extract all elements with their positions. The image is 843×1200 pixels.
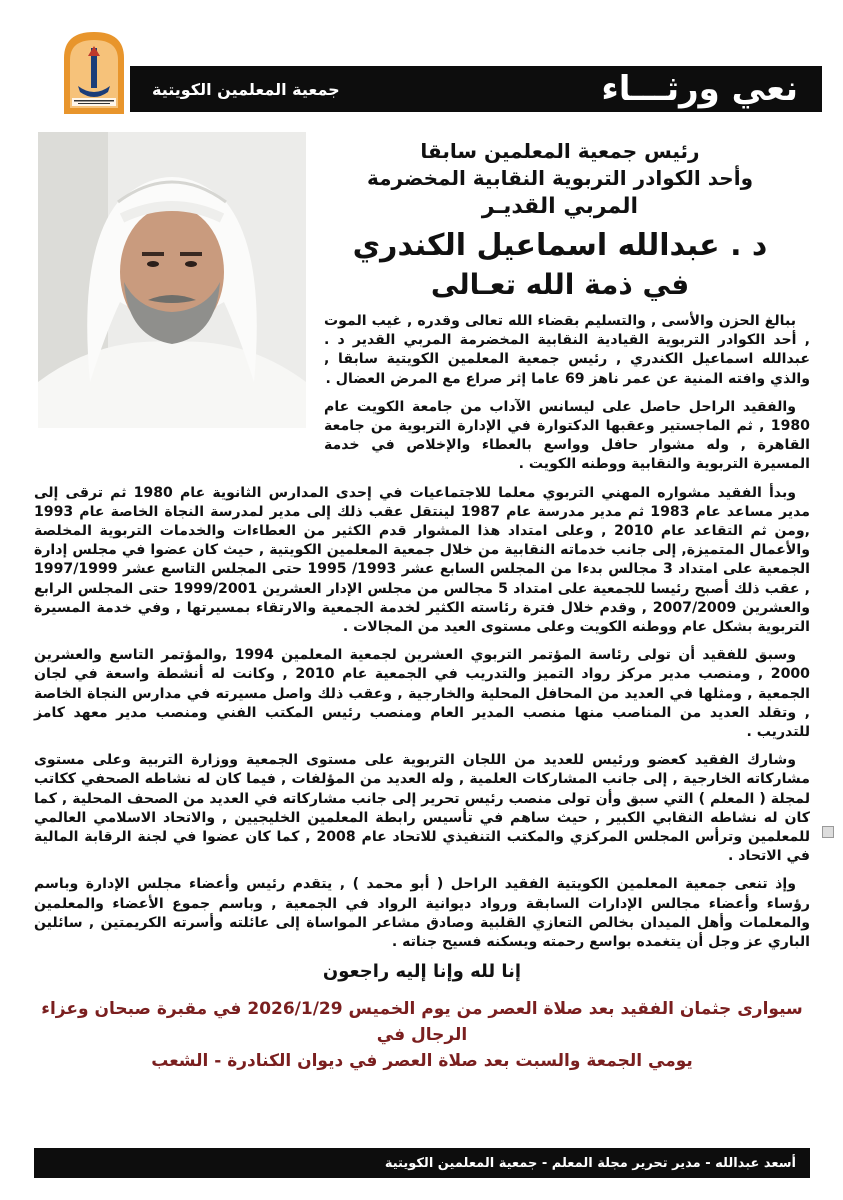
paragraph-announcement: ببالغ الحزن والأسى , والتسليم بقضاء الله تعالى وقدره , غيب الموت , أحد الكوادر التربوية القيادية النقابية المخضرمة المربي القدير د . عبدالله اسماعيل الكندري , رئيس جمعية المعلمين الكويتية سابقا , والذي وافته المنية عن عمر ناهز 69 عاما إثر صراع مع المرض العضال . [324,313,810,387]
society-name: جمعية المعلمين الكويتية [152,79,340,99]
paragraph-roles: وسبق للفقيد أن تولى رئاسة المؤتمر التربوي العشرين لجمعية المعلمين 1994 ,والمؤتمر التاسع والعشرين 2000 , ومنصب مدير مركز رواد التميز والتدريب في الجمعية عام 2010 , وكانت له أنشطة واسعة في لجان الجمعية , ومثلها في العديد من المحافل المحلية والخارجية , وعقب ذلك واصل مسيرته في مدارس النجاة الخاصة , وتقلد العديد من المناصب منها منصب المدير العام ومنصب رئيس المكتب الفني ومنصب مدير معهد كامز للتدريب . [34,647,810,741]
paragraph-condolences: وإذ تنعى جمعية المعلمين الكويتية الفقيد الراحل ( أبو محمد ) , يتقدم رئيس وأعضاء مجلس الإدارة وباسم رؤساء وأعضاء مجالس الإدارات السابقة ورواد ديوانية الرواد في الجمعية , وباسم جموع الأعضاء والمعلمين والمعلمات وأهل الميدان بخالص التعازي القلبية وصادق مشاعر المواساة إلى عائلته وأسرته الكريمتين , سائلين الباري عز وجل أن يتغمده بواسع رحمته ويسكنه فسيح جناته . [34,876,810,951]
footer-bar [34,1148,810,1178]
obituary-titles [318,138,802,304]
funeral-line-2: يومي الجمعة والسبت بعد صلاة العصر في ديوان الكنادرة - الشعب [151,1050,693,1071]
paragraph-career: وبدأ الفقيد مشواره المهني التربوي معلما للاجتماعيات في إحدى المدارس الثانوية عام 1980 ثم ترقى إلى مدير مساعد عام 1983 ثم مدير مدرسة عام 1987 لينتقل عقب ذلك إلى مدير لمدرسة النجاة الخاصة عام 1993 ,ومن ثم التقاعد عام 2010 , وعلى امتداد هذا المشوار قدم الكثير من العطاءات والخدمات التربوية المخلصة والأعمال المتميزة, إلى جانب خدماته النقابية من خلال جمعية المعلمين الكويتية , حيث كان عضوا في مجلس إدارة الجمعية على امتداد 3 مجالس بدءا من المجلس السابع عشر 1993/ 1995 حتى المجلس التاسع عشر 1997/1999 , عقب ذلك أصبح رئيسا للجمعية على امتداد 5 مجالس من مجلس الإدار العشرين 1999/2001 حتى المجلس الرابع والعشرين 2007/2009 , وقدم خلال فترة رئاسته الكثير لخدمة الجمعية والارتقاء بمسيرتها , وفي خدمة المسيرة التربوية بشكل عام ووطنه الكويت وعلى مستوى العيد من المجالات . [34,484,810,636]
deceased-name: د . عبدالله اسماعيل الكندري [352,227,768,263]
header-bar [130,66,822,112]
funeral-details [34,996,810,1074]
obituary-body [34,312,810,1074]
title-former-president: رئيس جمعية المعلمين سابقا [420,139,700,163]
society-logo [60,28,128,116]
footer-credit: أسعد عبدالله - مدير تحرير مجلة المعلم - جمعية المعلمين الكويتية [384,1155,796,1171]
title-educator: المربي القديـر [481,194,639,219]
closing-verse: إنا لله وإنا إليه راجعون [322,961,522,983]
paragraph-contributions: وشارك الفقيد كعضو ورئيس للعديد من اللجان التربوية على مستوى الجمعية ووزارة التربية وعلى مستوى مشاركاته الخارجية , إلى جانب المشاركات العلمية , وله العديد من المؤلفات , فيما كان له نشاطه الصحفي ككاتب لمجلة ( المعلم ) التي سبق وأن تولى منصب رئيس تحرير إلى جانب مشاركاته في العديد من الصحف المحلية , كما كان له نشاطه النقابي الكبير , حيث ساهم في تأسيس رابطة المعلمين الخليجيين , والاتحاد الاسلامي العالمي للمعلمين وترأس المجلس المركزي والمكتب التنفيذي للاتحاد عام 2008 , كما كان عضوا في لجنة الرقابة المالية في الاتحاد . [34,752,810,865]
paragraph-education: والفقيد الراحل حاصل على ليسانس الآداب من جامعة الكويت عام 1980 , ثم الماجستير وعقبها الدكتوارة في الإدارة التربوية من جامعة القاهرة , وله مشوار حافل وواسع بالعطاء والإخلاص في خدمة المسيرة التربوية والنقابية ووطنه الكويت . [324,398,810,473]
title-in-gods-care: في ذمة الله تعـالى [430,268,690,302]
page-title: نعي ورثـــاء [601,69,798,109]
title-veteran: وأحد الكوادر التربوية النقابية المخضرمة [366,166,753,190]
image-placeholder-icon [822,826,834,838]
funeral-line-1: سيوارى جثمان الفقيد بعد صلاة العصر من يوم الخميس 2026/1/29 في مقبرة صبحان وعزاء الرجال في [41,998,803,1045]
